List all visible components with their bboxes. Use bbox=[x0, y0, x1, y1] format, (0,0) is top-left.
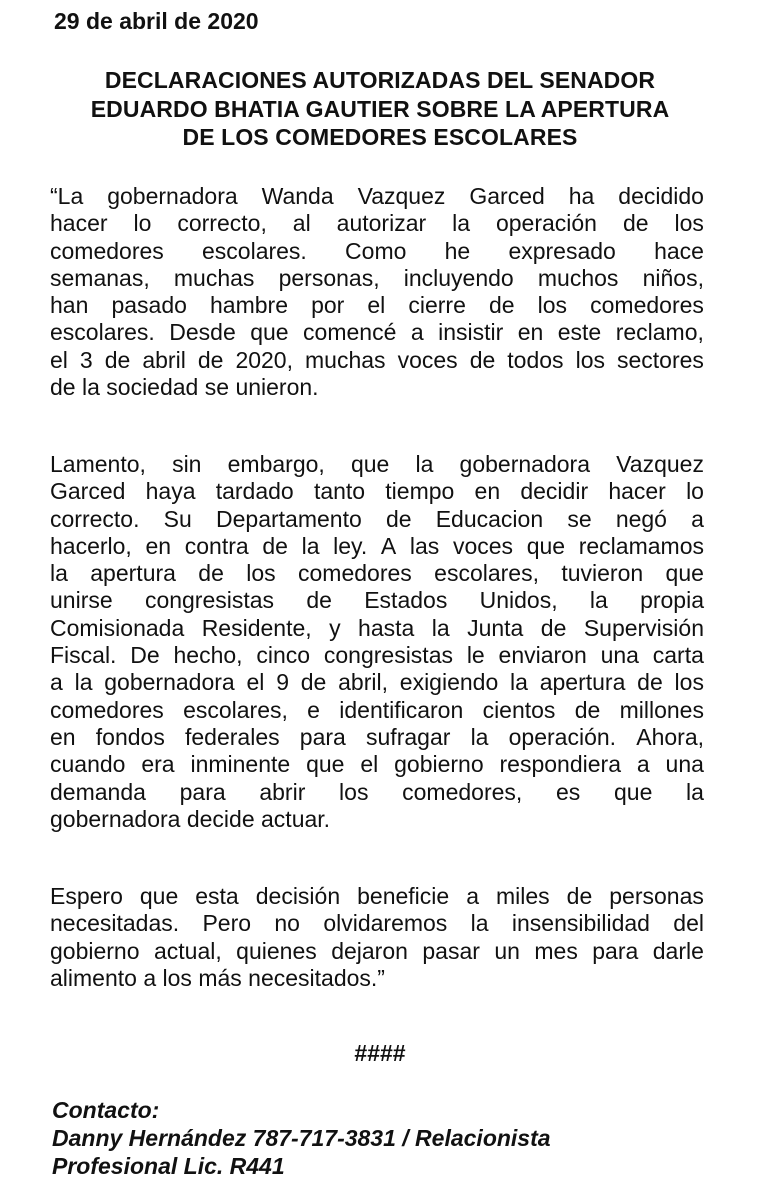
paragraph-line: “La gobernadora Wanda Vazquez Garced ha decidido bbox=[50, 183, 704, 209]
paragraph-line: en fondos federales para sufragar la operación. Ahora, bbox=[50, 723, 704, 750]
paragraph-line: Espero que esta decisión beneficie a miles de personas bbox=[50, 883, 704, 909]
paragraph-2 bbox=[50, 451, 704, 833]
paragraph-line: escolares. Desde que comencé a insistir en este reclamo, bbox=[50, 319, 704, 346]
paragraph-line: han pasado hambre por el cierre de los comedores bbox=[50, 292, 704, 319]
paragraph-line: correcto. Su Departamento de Educacion se negó a bbox=[50, 505, 704, 532]
paragraph-line: Garced haya tardado tanto tiempo en decidir hacer lo bbox=[50, 478, 704, 505]
paragraph-line: gobierno actual, quienes dejaron pasar un mes para darle bbox=[50, 937, 704, 964]
paragraph-3 bbox=[50, 883, 704, 992]
paragraph-line: Comisionada Residente, y hasta la Junta de Supervisión bbox=[50, 614, 704, 641]
paragraph-line: semanas, muchas personas, incluyendo muchos niños, bbox=[50, 264, 704, 291]
contact-license: Profesional Lic. R441 bbox=[52, 1153, 285, 1179]
paragraph-line: hacer lo correcto, al autorizar la operación de los bbox=[50, 210, 704, 237]
paragraph-line: de la sociedad se unieron. bbox=[50, 374, 319, 401]
paragraph-line: unirse congresistas de Estados Unidos, la propia bbox=[50, 587, 704, 614]
paragraph-line: cuando era inminente que el gobierno respondiera a una bbox=[50, 751, 704, 778]
paragraph-line: necesitadas. Pero no olvidaremos la insensibilidad del bbox=[50, 910, 704, 937]
paragraph-line: el 3 de abril de 2020, muchas voces de todos los sectores bbox=[50, 346, 704, 373]
paragraph-line: alimento a los más necesitados.” bbox=[50, 964, 385, 991]
paragraph-line: la apertura de los comedores escolares, tuvieron que bbox=[50, 560, 704, 587]
paragraph-line: gobernadora decide actuar. bbox=[50, 805, 331, 832]
paragraph-line: comedores escolares, e identificaron cientos de millones bbox=[50, 696, 704, 723]
contact-block bbox=[52, 1096, 551, 1180]
title-line: DECLARACIONES AUTORIZADAS DEL SENADOR bbox=[104, 67, 656, 93]
paragraph-line: demanda para abrir los comedores, es que la bbox=[50, 778, 704, 805]
end-separator: #### bbox=[354, 1040, 406, 1066]
paragraph-1 bbox=[50, 183, 704, 401]
contact-label: Contacto: bbox=[52, 1097, 160, 1123]
release-title bbox=[40, 66, 720, 152]
release-date: 29 de abril de 2020 bbox=[54, 8, 259, 34]
paragraph-line: Lamento, sin embargo, que la gobernadora Vazquez bbox=[50, 451, 704, 477]
paragraph-line: comedores escolares. Como he expresado hace bbox=[50, 237, 704, 264]
paragraph-line: Fiscal. De hecho, cinco congresistas le enviaron una carta bbox=[50, 642, 704, 669]
paragraph-line: hacerlo, en contra de la ley. A las voces que reclamamos bbox=[50, 532, 704, 559]
title-line: EDUARDO BHATIA GAUTIER SOBRE LA APERTURA bbox=[90, 95, 670, 122]
paragraph-line: a la gobernadora el 9 de abril, exigiendo la apertura de los bbox=[50, 669, 704, 696]
title-line: DE LOS COMEDORES ESCOLARES bbox=[182, 124, 578, 150]
contact-person: Danny Hernández 787-717-3831 / Relacionista bbox=[52, 1125, 551, 1151]
